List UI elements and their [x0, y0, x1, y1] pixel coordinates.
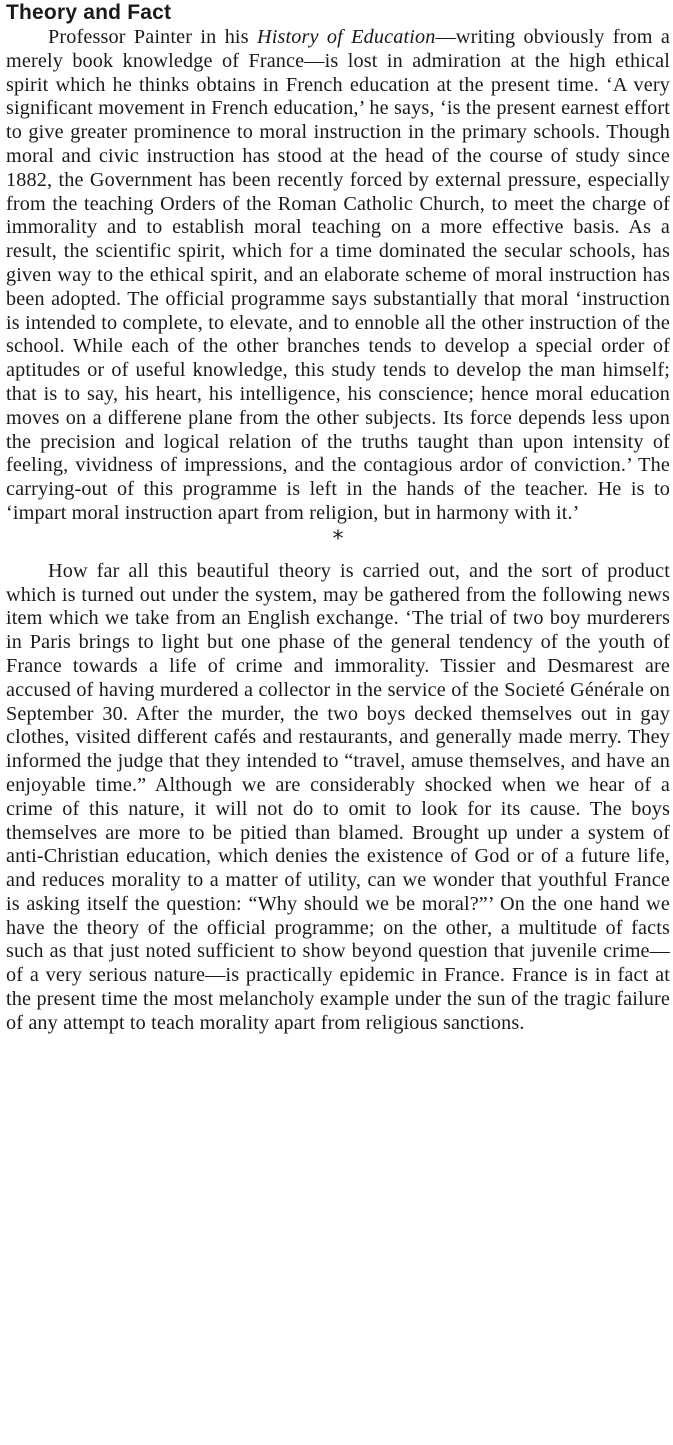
article-title: Theory and Fact	[6, 1, 172, 24]
book-title: History of Education	[256, 26, 436, 48]
paragraph-1	[6, 26, 670, 526]
section-separator: *	[332, 526, 344, 552]
paragraph-1-body: —writing obviously from a merely book knowledge of France—is lost in admiration at the high ethical spirit which he thinks obtains in French education at the present time. ‘A very significant movement in French education,’ he says, ‘is the present earnest effort to give greater prominence to moral instruction in the primary schools. Though moral and civic instruction has stood at the head of the course of study since 1882, the Government has been recently forced by external pressure, especially from the teaching Orders of the Roman Catholic Church, to meet the charge of immorality and to establish moral teaching on a more effective basis. As a result, the scientific spirit, which for a time dominated the secular schools, has given way to the ethical spirit, and an elaborate scheme of moral instruction has been adopted. The official programme says substantially that moral ‘instruction is intended to complete, to elevate, and to ennoble all the other instruction of the school. While each of the other branches tends to develop a special order of aptitudes or of useful knowledge, this study tends to develop the man himself; that is to say, his heart, his intelligence, his conscience; hence moral education moves on a differene plane from the other subjects. Its force depends less upon the precision and logical relation of the truths taught than upon intensity of feeling, vividness of impressions, and the contagious ardor of conviction.’ The carrying-out of this programme is left in the hands of the teacher. He is to ‘impart moral instruction apart from religion, but in harmony with it.’	[6, 26, 670, 524]
paragraph-2: How far all this beautiful theory is carried out, and the sort of product which is turned out under the system, may be gathered from the following news item which we take from an English exchange. ‘The trial of two boy murderers in Paris brings to light but one phase of the general tendency of the youth of France towards a life of crime and immorality. Tissier and Desmarest are accused of having murdered a collector in the service of the Societé Générale on September 30. After the murder, the two boys decked themselves out in gay clothes, visited different cafés and restaurants, and generally made merry. They informed the judge that they intended to “travel, amuse themselves, and have an enjoyable time.” Although we are considerably shocked when we hear of a crime of this nature, it will not do to omit to look for its cause. The boys themselves are more to be pitied than blamed. Brought up under a system of anti-Christian education, which denies the existence of God or of a future life, and reduces morality to a matter of utility, can we wonder that youthful France is asking itself the question: “Why should we be moral?”’ On the one hand we have the theory of the official programme; on the other, a multitude of facts such as that just noted sufficient to show beyond question that juvenile crime—of a very serious nature—is practically epidemic in France. France is in fact at the present time the most melancholy example under the sun of the tragic failure of any attempt to teach morality apart from religious sanctions.	[6, 559, 670, 1034]
article	[6, 0, 670, 1036]
paragraph-1-intro: Professor Painter in his	[48, 26, 257, 48]
